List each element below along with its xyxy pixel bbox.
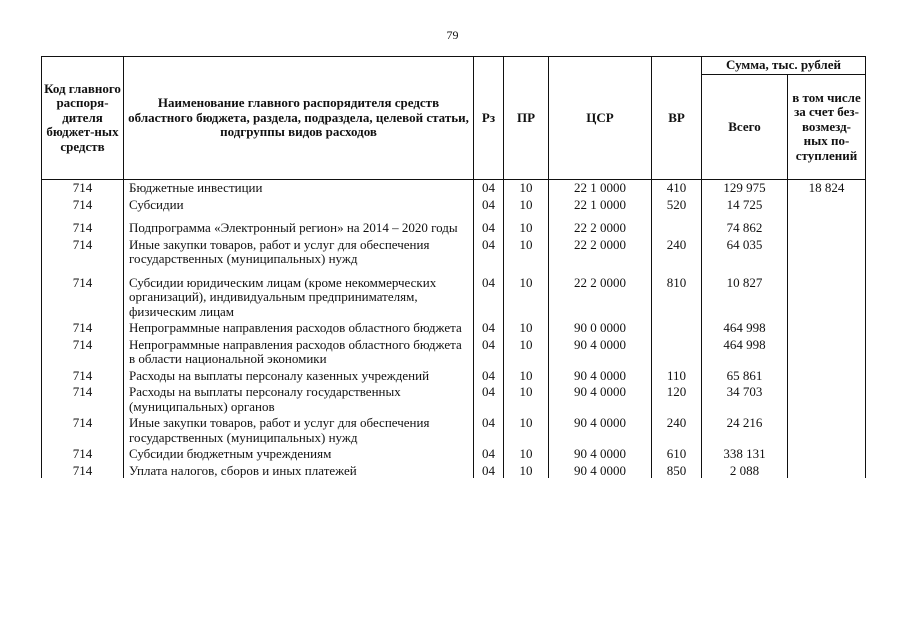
cell-code: 714 (42, 383, 124, 414)
cell-vr: 120 (652, 383, 702, 414)
cell-total: 2 088 (702, 462, 788, 479)
cell-pr: 10 (504, 462, 549, 479)
cell-vr: 110 (652, 367, 702, 384)
cell-vr (652, 336, 702, 367)
cell-rz: 04 (474, 445, 504, 462)
cell-free (788, 212, 866, 236)
cell-code: 714 (42, 196, 124, 213)
header-csr: ЦСР (549, 57, 652, 180)
cell-rz: 04 (474, 462, 504, 479)
page-number: 79 (446, 28, 459, 42)
cell-free (788, 267, 866, 320)
cell-code: 714 (42, 319, 124, 336)
cell-pr: 10 (504, 196, 549, 213)
cell-total: 64 035 (702, 236, 788, 267)
table-row (42, 336, 866, 367)
cell-code: 714 (42, 236, 124, 267)
table-row (42, 462, 866, 479)
cell-total: 10 827 (702, 267, 788, 320)
cell-code: 714 (42, 445, 124, 462)
cell-csr: 22 1 0000 (549, 196, 652, 213)
cell-free (788, 319, 866, 336)
cell-name: Подпрограмма «Электронный регион» на 2014 – 2020 годы (124, 212, 474, 236)
cell-total: 464 998 (702, 336, 788, 367)
cell-pr: 10 (504, 236, 549, 267)
cell-code: 714 (42, 212, 124, 236)
cell-code: 714 (42, 336, 124, 367)
cell-csr: 90 4 0000 (549, 462, 652, 479)
cell-csr: 22 2 0000 (549, 267, 652, 320)
cell-free (788, 445, 866, 462)
cell-total: 464 998 (702, 319, 788, 336)
cell-free (788, 383, 866, 414)
table-row (42, 445, 866, 462)
cell-vr: 520 (652, 196, 702, 213)
cell-pr: 10 (504, 180, 549, 196)
budget-table (41, 56, 866, 478)
header-pr: ПР (504, 57, 549, 180)
header-name: Наименование главного распорядителя средств областного бюджета, раздела, подраздела, целевой статьи, подгруппы видов расходов (124, 57, 474, 180)
cell-code: 714 (42, 367, 124, 384)
cell-pr: 10 (504, 414, 549, 445)
cell-rz: 04 (474, 212, 504, 236)
cell-name: Иные закупки товаров, работ и услуг для обеспечения государственных (муниципальных) нужд (124, 414, 474, 445)
cell-csr: 90 4 0000 (549, 367, 652, 384)
cell-name: Непрограммные направления расходов областного бюджета в области национальной экономики (124, 336, 474, 367)
cell-vr (652, 319, 702, 336)
cell-rz: 04 (474, 414, 504, 445)
cell-csr: 90 4 0000 (549, 445, 652, 462)
cell-total: 24 216 (702, 414, 788, 445)
table-row (42, 414, 866, 445)
cell-pr: 10 (504, 319, 549, 336)
table-body (42, 180, 866, 479)
cell-name: Непрограммные направления расходов областного бюджета (124, 319, 474, 336)
cell-code: 714 (42, 462, 124, 479)
table-header (42, 57, 866, 180)
cell-pr: 10 (504, 212, 549, 236)
cell-total: 74 862 (702, 212, 788, 236)
table-row (42, 367, 866, 384)
cell-csr: 90 0 0000 (549, 319, 652, 336)
cell-total: 129 975 (702, 180, 788, 196)
cell-free (788, 367, 866, 384)
cell-total: 34 703 (702, 383, 788, 414)
header-free: в том числе за счет без-возмезд-ных по-ступлений (788, 75, 866, 180)
cell-free (788, 336, 866, 367)
cell-pr: 10 (504, 445, 549, 462)
cell-total: 338 131 (702, 445, 788, 462)
cell-rz: 04 (474, 267, 504, 320)
header-total: Всего (702, 75, 788, 180)
table-row (42, 267, 866, 320)
cell-rz: 04 (474, 180, 504, 196)
table-row (42, 236, 866, 267)
cell-vr: 610 (652, 445, 702, 462)
cell-rz: 04 (474, 196, 504, 213)
header-vr: ВР (652, 57, 702, 180)
header-sum: Сумма, тыс. рублей (702, 57, 866, 75)
cell-name: Бюджетные инвестиции (124, 180, 474, 196)
cell-name: Уплата налогов, сборов и иных платежей (124, 462, 474, 479)
cell-free (788, 414, 866, 445)
cell-name: Расходы на выплаты персоналу государственных (муниципальных) органов (124, 383, 474, 414)
cell-pr: 10 (504, 383, 549, 414)
header-rz: Рз (474, 57, 504, 180)
cell-vr: 810 (652, 267, 702, 320)
cell-free (788, 462, 866, 479)
cell-name: Расходы на выплаты персоналу казенных учреждений (124, 367, 474, 384)
table-row (42, 319, 866, 336)
table-row (42, 196, 866, 213)
cell-rz: 04 (474, 236, 504, 267)
cell-rz: 04 (474, 383, 504, 414)
table-row (42, 383, 866, 414)
cell-csr: 90 4 0000 (549, 383, 652, 414)
cell-vr: 240 (652, 236, 702, 267)
cell-vr: 410 (652, 180, 702, 196)
cell-rz: 04 (474, 367, 504, 384)
cell-free (788, 196, 866, 213)
cell-rz: 04 (474, 319, 504, 336)
cell-total: 65 861 (702, 367, 788, 384)
cell-total: 14 725 (702, 196, 788, 213)
cell-code: 714 (42, 180, 124, 196)
table-row (42, 212, 866, 236)
cell-csr: 90 4 0000 (549, 414, 652, 445)
cell-free (788, 236, 866, 267)
cell-name: Иные закупки товаров, работ и услуг для обеспечения государственных (муниципальных) нужд (124, 236, 474, 267)
cell-csr: 22 1 0000 (549, 180, 652, 196)
cell-vr: 850 (652, 462, 702, 479)
cell-vr: 240 (652, 414, 702, 445)
cell-name: Субсидии бюджетным учреждениям (124, 445, 474, 462)
cell-free: 18 824 (788, 180, 866, 196)
cell-csr: 22 2 0000 (549, 212, 652, 236)
cell-pr: 10 (504, 367, 549, 384)
cell-rz: 04 (474, 336, 504, 367)
cell-code: 714 (42, 414, 124, 445)
cell-name: Субсидии юридическим лицам (кроме некоммерческих организаций), индивидуальным предпринимателям, физическим лицам (124, 267, 474, 320)
cell-vr (652, 212, 702, 236)
cell-csr: 22 2 0000 (549, 236, 652, 267)
cell-code: 714 (42, 267, 124, 320)
cell-name: Субсидии (124, 196, 474, 213)
table-row (42, 180, 866, 196)
cell-csr: 90 4 0000 (549, 336, 652, 367)
cell-pr: 10 (504, 267, 549, 320)
header-code: Код главного распоря-дителя бюджет-ных средств (42, 57, 124, 180)
cell-pr: 10 (504, 336, 549, 367)
